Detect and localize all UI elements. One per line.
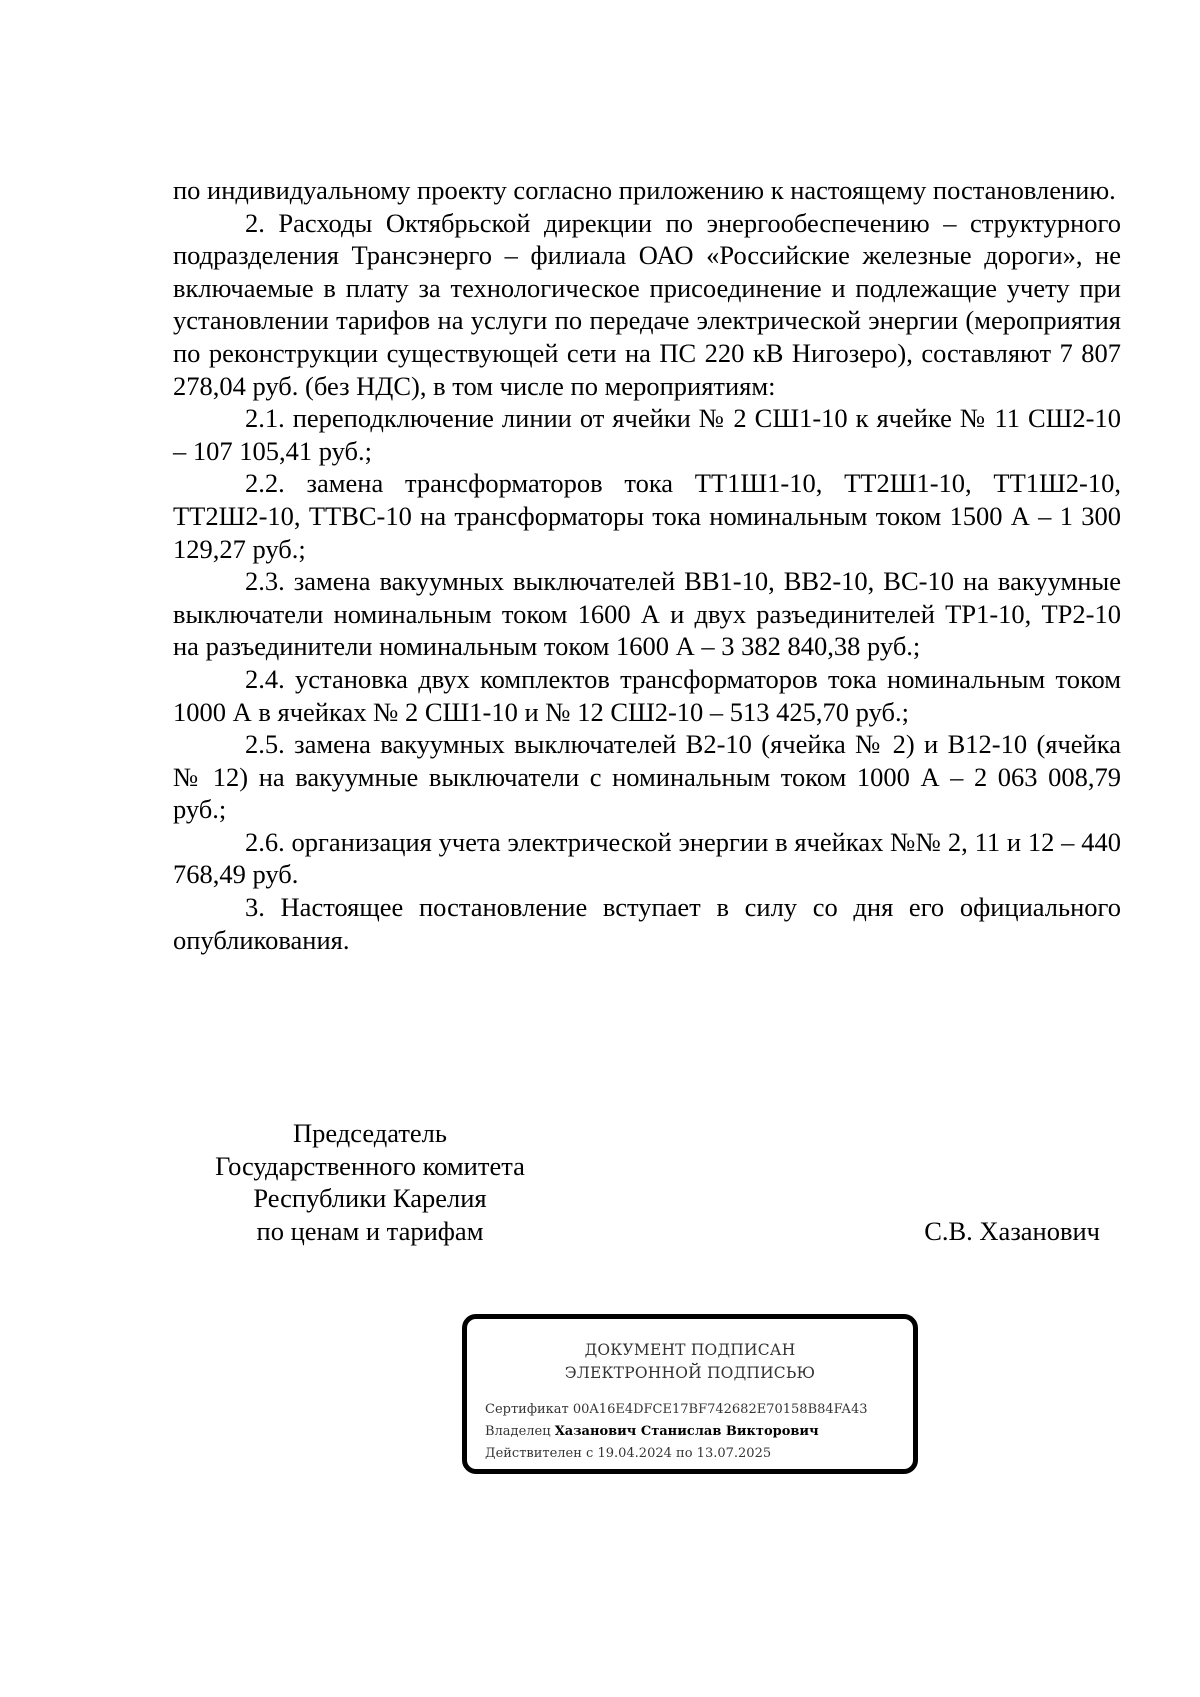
stamp-title-line: ЭЛЕКТРОННОЙ ПОДПИСЬЮ [564, 1364, 816, 1382]
signatory-title-line: Республики Карелия [253, 1183, 487, 1214]
paragraph-item-2-5: 2.5. замена вакуумных выключателей В2-10 (ячейка № 2) и В12-10 (ячейка № 12) на вакуумные выключатели с номинальным током 1000 А – 2 063 008,79 руб.; [173, 729, 1121, 825]
signatory-title-line: Председатель [293, 1118, 447, 1148]
stamp-certificate-label: Сертификат [485, 1402, 569, 1417]
stamp-validity [485, 1443, 903, 1465]
stamp-owner [485, 1421, 903, 1443]
stamp-valid-label: Действителен [485, 1446, 582, 1461]
stamp-valid-from: 19.04.2024 [597, 1446, 672, 1461]
paragraph-item-2: 2. Расходы Октябрьской дирекции по энергообеспечению – структурного подразделения Трансэнерго – филиала ОАО «Российские железные дороги», не включаемые в плату за технологическое присоединение и подлежащие учету при установлении тарифов на услуги по передаче электрической энергии (мероприятия по реконструкции существующей сети на ПС 220 кВ Нигозеро), составляют 7 807 278,04 руб. (без НДС), в том числе по мероприятиям: [173, 207, 1121, 401]
paragraph-item-3: 3. Настоящее постановление вступает в силу со дня его официального опубликования. [173, 892, 1121, 955]
signatory-title-line: Государственного комитета [215, 1150, 525, 1181]
paragraph-item-2-4: 2.4. установка двух комплектов трансформаторов тока номинальным током 1000 А в ячейках № 2 СШ1-10 и № 12 СШ2-10 – 513 425,70 руб.; [173, 663, 1121, 727]
document-body [173, 174, 1121, 956]
signatory-name: С.В. Хазанович [924, 1216, 1100, 1246]
paragraph-item-2-6: 2.6. организация учета электрической энергии в ячейках №№ 2, 11 и 12 – 440 768,49 руб. [173, 826, 1121, 890]
signatory-title-line: по ценам и тарифам [256, 1215, 484, 1246]
stamp-owner-value: Хазанович Станислав Викторович [554, 1424, 819, 1439]
signatory-title [170, 1117, 570, 1247]
stamp-certificate [485, 1399, 903, 1421]
paragraph-item-2-1: 2.1. переподключение линии от ячейки № 2 СШ1-10 к ячейке № 11 СШ2-10 – 107 105,41 руб.; [173, 403, 1121, 466]
stamp-certificate-value: 00A16E4DFCE17BF742682E70158B84FA43 [572, 1402, 868, 1417]
paragraph-item-2-3: 2.3. замена вакуумных выключателей ВВ1-10, ВВ2-10, ВС-10 на вакуумные выключатели номинальным током 1600 А и двух разъединителей ТР1-10, ТР2-10 на разъединители номинальным током 1600 А – 3 382 840,38 руб.; [173, 566, 1121, 662]
paragraph-continuation: по индивидуальному проекту согласно приложению к настоящему постановлению. [173, 175, 1116, 205]
stamp-title-line: ДОКУМЕНТ ПОДПИСАН [584, 1341, 796, 1359]
stamp-valid-from-label: с [586, 1446, 594, 1461]
electronic-signature-stamp [462, 1314, 918, 1474]
stamp-valid-to: 13.07.2025 [696, 1446, 772, 1461]
stamp-details [485, 1399, 903, 1465]
stamp-owner-label: Владелец [485, 1424, 551, 1439]
stamp-valid-to-label: по [676, 1446, 693, 1461]
stamp-title [467, 1339, 913, 1385]
paragraph-item-2-2: 2.2. замена трансформаторов тока ТТ1Ш1-10, ТТ2Ш1-10, ТТ1Ш2-10, ТТ2Ш2-10, ТТВС-10 на трансформаторы тока номинальным током 1500 А – 1 300 129,27 руб.; [173, 468, 1121, 564]
